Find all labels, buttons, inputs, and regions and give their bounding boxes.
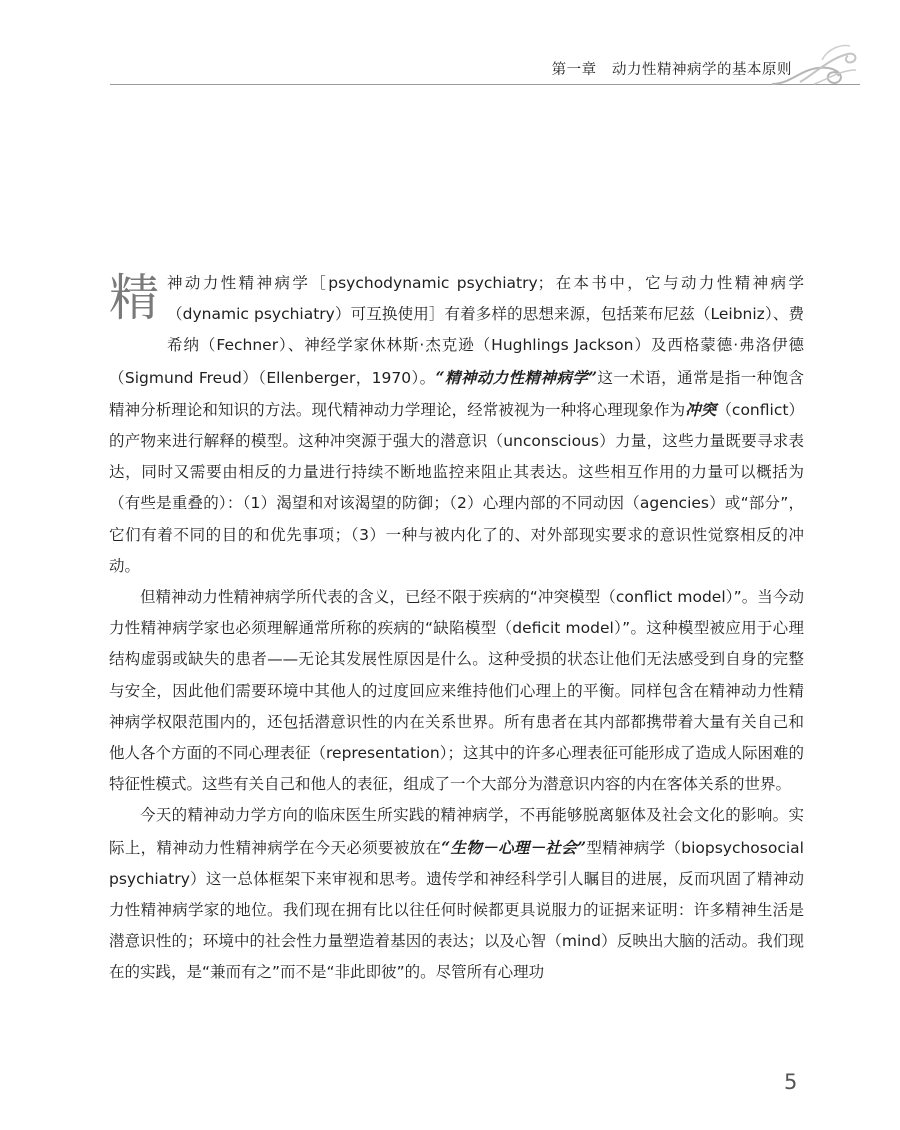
- paragraph-3: [109, 800, 804, 988]
- drop-cap: 精: [109, 269, 159, 327]
- paragraph-3-text-b: 型精神病学（biopsychosocial psychiatry）这一总体框架下来审视和思考。遗传学和神经科学引人瞩目的进展，反而巩固了精神动力性精神病学家的地位。我们现在拥有比以往任何时候都更具说服力的证据来证明：许多精神生活是潜意识性的；环境中的社会性力量塑造着基因的表达；以及心智（mind）反映出大脑的活动。我们现在的实践，是“兼而有之”而不是“非此即彼”的。尽管所有心理功: [109, 838, 804, 982]
- running-header-title: [552, 58, 792, 79]
- paragraph-1-text-c: （conflict）的产物来进行解释的模型。这种冲突源于强大的潜意识（unconscious）力量，这些力量既要寻求表达，同时又需要由相反的力量进行持续不断地监控来阻止其表达。这些相互作用的力量可以概括为（有些是重叠的）：（1）渴望和对该渴望的防御；（2）心理内部的不同动因（agencies）或“部分”，它们有着不同的目的和优先事项；（3）一种与被内化了的、对外部现实要求的意识性觉察相反的冲动。: [109, 400, 804, 575]
- paragraph-3-text-a: 今天的精神动力学方向的临床医生所实践的精神病学，不再能够脱离躯体及社会文化的影响。实际上，精神动力性精神病学在今天必须要被放在: [109, 806, 804, 857]
- page-number: 5: [784, 1070, 798, 1094]
- body-text: [109, 268, 804, 989]
- paragraph-1-text-b: 这一术语，通常是指一种饱含精神分析理论和知识的方法。现代精神动力学理论，经常被视为一种将心理现象作为: [109, 368, 804, 419]
- swirl-ornament-icon: [770, 40, 860, 88]
- header-rule: [110, 84, 860, 85]
- paragraph-2: 但精神动力性精神病学所代表的含义，已经不限于疾病的“冲突模型（conflict model）”。当今动力性精神病学家也必须理解通常所称的疾病的“缺陷模型（deficit model）”。这种模型被应用于心理结构虚弱或缺失的患者——无论其发展性原因是什么。这种受损的状态让他们无法感受到自身的完整与安全，因此他们需要环境中其他人的过度回应来维持他们心理上的平衡。同样包含在精神动力性精神病学权限范围内的，还包括潜意识性的内在关系世界。所有患者在其内部都携带着大量有关自己和他人各个方面的不同心理表征（representation）；这其中的许多心理表征可能形成了造成人际困难的特征性模式。这些有关自己和他人的表征，组成了一个大部分为潜意识内容的内在客体关系的世界。: [109, 588, 804, 794]
- emphasized-term-psychodynamic: “精神动力性精神病学”: [435, 367, 598, 387]
- emphasized-term-biopsychosocial: “生物－心理－社会”: [441, 837, 586, 857]
- paragraph-1-text-a: 神动力性精神病学［psychodynamic psychiatry；在本书中，它与动力性精神病学（dynamic psychiatry）可互换使用］有着多样的思想来源，包括莱布尼兹（Leibniz）、费希纳（Fechner）、神经学家休林斯·杰克逊（Hughlings Jackson）及西格蒙德·弗洛伊德（Sigmund Freud）（Ellenberger，1970）。: [109, 274, 804, 387]
- chapter-label: 第一章: [551, 62, 597, 78]
- running-header: [0, 0, 900, 100]
- emphasized-term-conflict: 冲突: [685, 399, 717, 419]
- chapter-title: 动力性精神病学的基本原则: [612, 62, 792, 78]
- paragraph-1: [109, 268, 804, 582]
